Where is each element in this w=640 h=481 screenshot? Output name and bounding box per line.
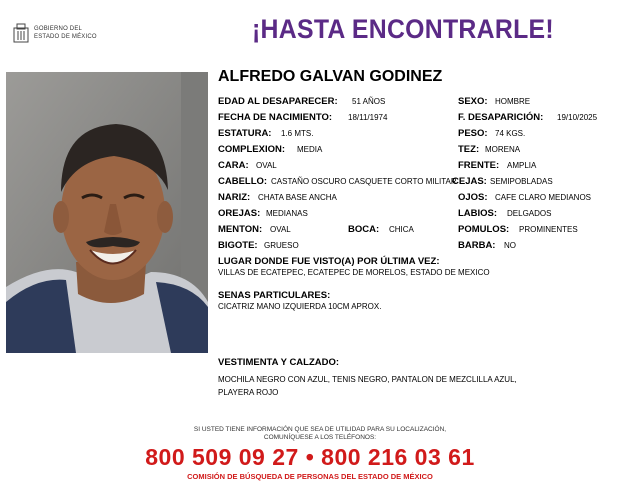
sexo-label: SEXO: <box>458 96 488 107</box>
field-pomulos <box>458 224 509 235</box>
cara-value: OVAL <box>256 161 277 170</box>
field-frente <box>458 160 499 171</box>
fecha-nacimiento-label: FECHA DE NACIMIENTO: <box>218 112 332 123</box>
vestimenta-line-1: MOCHILA NEGRO CON AZUL, TENIS NEGRO, PANTALON DE MEZCLILLA AZUL, <box>218 375 517 384</box>
senas-value: CICATRIZ MANO IZQUIERDA 10CM APROX. <box>218 302 382 311</box>
field-sexo <box>458 96 488 107</box>
complexion-value: MEDIA <box>297 145 323 154</box>
tez-value: MORENA <box>485 145 521 154</box>
field-menton <box>218 224 262 235</box>
missing-person-photo <box>6 72 208 353</box>
bigote-label: BIGOTE: <box>218 240 258 251</box>
contact-info-line-2: COMUNÍQUESE A LOS TELÉFONOS: <box>263 434 377 441</box>
lugar-value: VILLAS DE ECATEPEC, ECATEPEC DE MORELOS, ESTADO DE MEXICO <box>218 268 490 277</box>
field-bigote <box>218 240 258 251</box>
field-boca <box>348 224 379 235</box>
field-barba <box>458 240 495 251</box>
field-fecha-nacimiento <box>218 112 332 123</box>
frente-value: AMPLIA <box>507 161 537 170</box>
field-complexion <box>218 144 285 155</box>
field-f-desaparicion <box>458 112 543 123</box>
senas-label: SENAS PARTICULARES: <box>218 290 331 301</box>
field-cejas <box>452 176 487 187</box>
estatura-value: 1.6 MTS. <box>281 129 314 138</box>
field-estatura <box>218 128 271 139</box>
phone-numbers: 800 509 09 27 • 800 216 03 61 <box>145 444 475 470</box>
cejas-value: SEMIPOBLADAS <box>490 177 553 186</box>
barba-value: NO <box>504 241 516 250</box>
field-cara <box>218 160 249 171</box>
edad-label: EDAD AL DESAPARECER: <box>218 96 338 107</box>
field-nariz <box>218 192 250 203</box>
field-labios <box>458 208 497 219</box>
field-cabello <box>218 176 267 187</box>
cara-label: CARA: <box>218 160 249 171</box>
field-ojos <box>458 192 488 203</box>
field-orejas <box>218 208 260 219</box>
peso-label: PESO: <box>458 128 488 139</box>
logo-line-1: GOBIERNO DEL <box>34 26 83 32</box>
menton-value: OVAL <box>270 225 291 234</box>
menton-label: MENTON: <box>218 224 263 235</box>
labios-label: LABIOS: <box>458 208 498 219</box>
portrait-illustration <box>6 72 208 353</box>
field-tez <box>458 144 479 155</box>
fecha-nacimiento-value: 18/11/1974 <box>348 113 388 122</box>
logo-line-2: ESTADO DE MÉXICO <box>34 34 97 40</box>
headline: ¡HASTA ENCONTRARLE! <box>252 14 554 44</box>
edad-value: 51 AÑOS <box>352 97 386 106</box>
peso-value: 74 KGS. <box>495 129 526 138</box>
labios-value: DELGADOS <box>507 209 552 218</box>
estatura-label: ESTATURA: <box>218 128 272 139</box>
contact-info-line-1: SI USTED TIENE INFORMACIÓN QUE SEA DE UTILIDAD PARA SU LOCALIZACIÓN, <box>193 426 447 433</box>
pomulos-label: POMULOS: <box>458 224 510 235</box>
orejas-label: OREJAS: <box>218 208 261 219</box>
sexo-value: HOMBRE <box>495 97 531 106</box>
commission-name: COMISIÓN DE BÚSQUEDA DE PERSONAS DEL ESTADO DE MÉXICO <box>187 472 433 481</box>
boca-label: BOCA: <box>348 224 380 235</box>
ojos-value: CAFE CLARO MEDIANOS <box>495 193 592 202</box>
lugar-label: LUGAR DONDE FUE VISTO(A) POR ÚLTIMA VEZ: <box>218 256 440 267</box>
person-name: ALFREDO GALVAN GODINEZ <box>218 68 443 85</box>
bigote-value: GRUESO <box>264 241 299 250</box>
field-edad <box>218 96 338 107</box>
tez-label: TEZ: <box>458 144 480 155</box>
orejas-value: MEDIANAS <box>266 209 308 218</box>
vestimenta-label: VESTIMENTA Y CALZADO: <box>218 357 340 368</box>
government-logo <box>12 22 112 46</box>
frente-label: FRENTE: <box>458 160 500 171</box>
f-desaparicion-label: F. DESAPARICIÓN: <box>458 112 544 123</box>
boca-value: CHICA <box>389 225 414 234</box>
nariz-value: CHATA BASE ANCHA <box>258 193 337 202</box>
nariz-label: NARIZ: <box>218 192 251 203</box>
cejas-label: CEJAS: <box>452 176 487 187</box>
state-seal-icon <box>12 22 30 44</box>
cabello-value: CASTAÑO OSCURO CASQUETE CORTO MILITAR <box>271 177 457 186</box>
cabello-label: CABELLO: <box>218 176 268 187</box>
ojos-label: OJOS: <box>458 192 488 203</box>
f-desaparicion-value: 19/10/2025 <box>557 113 598 122</box>
pomulos-value: PROMINENTES <box>519 225 578 234</box>
field-peso <box>458 128 488 139</box>
barba-label: BARBA: <box>458 240 496 251</box>
complexion-label: COMPLEXION: <box>218 144 286 155</box>
vestimenta-line-2: PLAYERA ROJO <box>218 388 279 397</box>
